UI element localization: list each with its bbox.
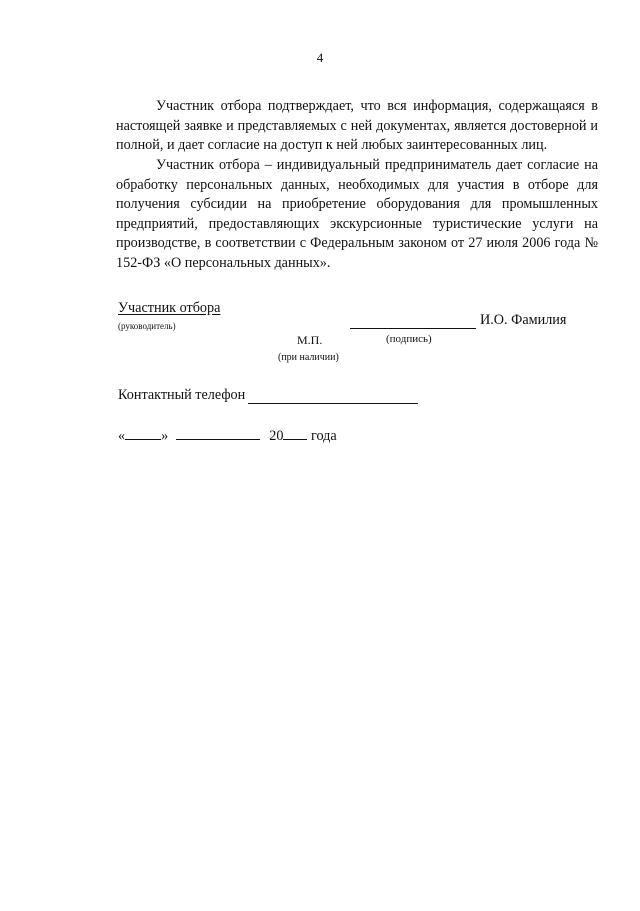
page-number: 4 bbox=[316, 50, 324, 65]
date-line bbox=[118, 427, 337, 445]
date-close-quote: » bbox=[161, 428, 169, 444]
paragraph-confirmation: Участник отбора подтверждает, что вся информация, содержащаяся в настоящей заявке и представляемых с ней документах, является достоверной и полной, и дает согласие на доступ к ней любых заинтересованных лиц. bbox=[116, 98, 598, 153]
head-caption: (руководитель) bbox=[118, 321, 176, 331]
date-open-quote: « bbox=[118, 428, 126, 444]
signature-line bbox=[350, 311, 476, 329]
year-prefix: 20 bbox=[269, 428, 284, 444]
contact-phone-label: Контактный телефон bbox=[118, 387, 246, 403]
month-blank bbox=[176, 427, 260, 440]
participant-label: Участник отбора bbox=[118, 300, 221, 316]
year-suffix: года bbox=[311, 428, 337, 444]
stamp-caption: (при наличии) bbox=[278, 352, 339, 363]
year-blank bbox=[283, 427, 307, 440]
contact-phone-line bbox=[248, 386, 418, 404]
paragraph-personal-data-consent: Участник отбора – индивидуальный предприниматель дает согласие на обработку персональных данных, необходимых для участия в отборе для получения субсидии на приобретение оборудования для промышленных предприятий, предоставляющих экскурсионные туристические услуги на производстве, в соответствии с Федеральным законом от 27 июля 2006 года № 152-ФЗ «О персональных данных». bbox=[116, 157, 598, 271]
day-blank bbox=[125, 427, 161, 440]
stamp-label: М.П. bbox=[297, 333, 323, 347]
full-name-placeholder: И.О. Фамилия bbox=[480, 312, 567, 328]
signature-caption: (подпись) bbox=[386, 333, 432, 345]
